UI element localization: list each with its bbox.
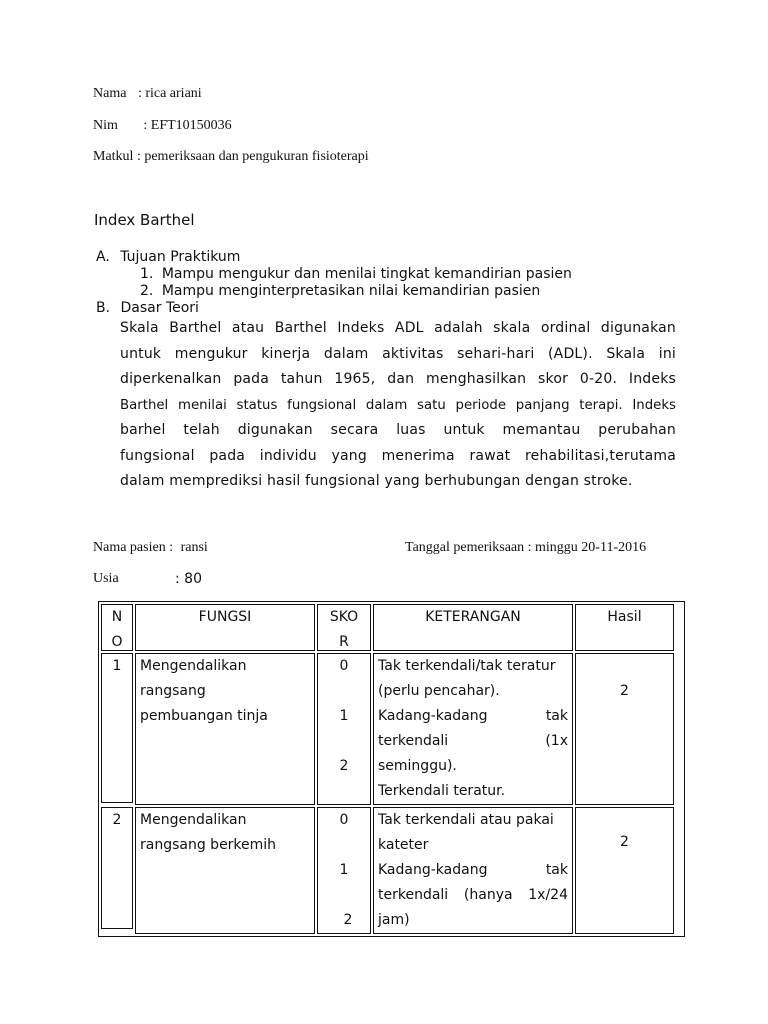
- paragraph-line: barhel telah digunakan secara luas untuk memantau perubahan: [120, 422, 676, 438]
- paragraph-line: untuk mengukur kinerja dalam aktivitas sehari-hari (ADL). Skala ini: [120, 345, 676, 362]
- student-name-line: [93, 86, 202, 102]
- row-skor: 0 1 2: [317, 653, 371, 805]
- row-fungsi: Mengendalikan rangsang pembuangan tinja: [135, 653, 315, 805]
- paragraph-line: fungsional pada individu yang menerima rawat rehabilitasi,terutama: [120, 447, 676, 464]
- page-title: Index Barthel: [94, 211, 195, 229]
- patient-name-label: Nama pasien :: [93, 540, 174, 555]
- student-matkul-value: : pemeriksaan dan pengukuran fisioterapi: [136, 149, 369, 164]
- paragraph-line: Barthel menilai status fungsional dalam satu periode panjang terapi. Indeks: [120, 397, 676, 413]
- student-matkul-line: [93, 149, 369, 165]
- patient-age-value: : 80: [175, 571, 202, 587]
- section-b-heading: [96, 300, 199, 316]
- row-no: 1: [101, 653, 133, 803]
- header-no: N O: [101, 604, 133, 651]
- row-keterangan: Tak terkendali/tak teratur (perlu pencahar). Kadang-kadang tak terkendali (1x seminggu). Terkendali teratur.: [373, 653, 573, 805]
- student-nim-label: Nim: [93, 118, 118, 133]
- barthel-table: [98, 601, 685, 937]
- paragraph-line: diperkenalkan pada tahun 1965, dan menghasilkan skor 0-20. Indeks: [120, 371, 676, 387]
- paragraph-line: Skala Barthel atau Barthel Indeks ADL adalah skala ordinal digunakan: [120, 320, 676, 336]
- patient-name-value: ransi: [180, 540, 208, 555]
- row-keterangan: Tak terkendali atau pakai kateter Kadang-kadang tak terkendali (hanya 1x/24 jam): [373, 807, 573, 934]
- table-row: [100, 652, 683, 806]
- header-hasil: Hasil: [575, 604, 674, 651]
- row-hasil: 2: [575, 807, 674, 934]
- section-a-label: Tujuan Praktikum: [120, 249, 241, 265]
- row-no: 2: [101, 807, 133, 929]
- paragraph-line: dalam memprediksi hasil fungsional yang berhubungan dengan stroke.: [120, 473, 633, 489]
- header-fungsi: FUNGSI: [135, 604, 315, 651]
- student-name-label: Nama: [93, 86, 127, 101]
- list-item-number: 2.: [140, 283, 154, 299]
- student-matkul-label: Matkul: [93, 149, 134, 164]
- table-header-row: [100, 603, 683, 652]
- list-item-text: Mampu mengukur dan menilai tingkat kemandirian pasien: [161, 266, 572, 282]
- header-keterangan: KETERANGAN: [373, 604, 573, 651]
- list-item-text: Mampu menginterpretasikan nilai kemandirian pasien: [161, 283, 541, 299]
- section-b-paragraph: [120, 316, 676, 495]
- section-a-item-1: [140, 266, 572, 282]
- student-nim-line: [93, 118, 232, 134]
- student-name-value: : rica ariani: [137, 86, 202, 101]
- section-a-marker: A.: [96, 249, 110, 265]
- list-item-number: 1.: [140, 266, 154, 282]
- header-skor: SKO R: [317, 604, 371, 651]
- section-a-heading: [96, 249, 240, 265]
- section-a-item-2: [140, 283, 540, 299]
- patient-age-line: [93, 571, 202, 587]
- section-b-marker: B.: [96, 300, 111, 316]
- row-fungsi: Mengendalikan rangsang berkemih: [135, 807, 315, 934]
- patient-age-label: Usia: [93, 571, 119, 586]
- exam-date: Tanggal pemeriksaan : minggu 20-11-2016: [405, 540, 647, 555]
- section-b-label: Dasar Teori: [120, 300, 199, 316]
- student-nim-value: : EFT10150036: [143, 118, 232, 133]
- row-hasil: 2: [575, 653, 674, 805]
- row-skor: 0 1 2: [317, 807, 371, 934]
- table-row: [100, 806, 683, 935]
- patient-name-line: [93, 540, 208, 556]
